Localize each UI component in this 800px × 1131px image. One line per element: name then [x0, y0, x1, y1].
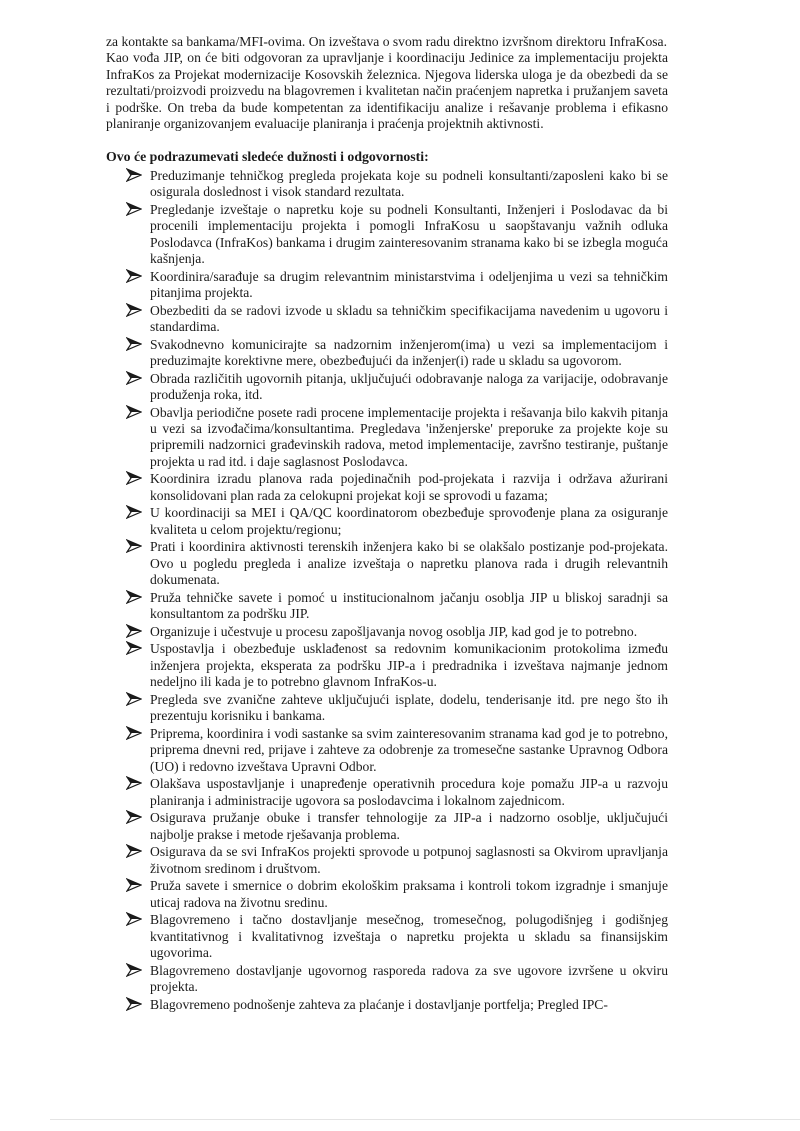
- arrowhead-bullet-icon: [126, 202, 144, 218]
- duty-item: [106, 337, 668, 370]
- duties-list: [106, 168, 668, 1013]
- arrowhead-bullet-icon: [126, 641, 144, 657]
- duty-text: Blagovremeno dostavljanje ugovornog rasporeda radova za sve ugovore izvršene u okviru projekta.: [150, 962, 668, 995]
- arrowhead-bullet-icon: [126, 303, 144, 319]
- duty-item: [106, 371, 668, 404]
- duty-text: Obavlja periodične posete radi procene implementacije projekta i rešavanja bilo kakvih pitanja u vezi sa izvođačima/konsultantima. Pregledava 'inženjerske' preporuke za projekte koje su pripremili nadzornici građevinskih radova, metod implementacije, završno testiranje, puštanje projekta u rad itd. i daje saglasnost Poslodavca.: [150, 404, 668, 469]
- duty-item: [106, 692, 668, 725]
- duties-heading: Ovo će podrazumevati sledeće dužnosti i odgovornosti:: [106, 149, 429, 165]
- arrowhead-bullet-icon: [126, 776, 144, 792]
- duty-text: Obrada različitih ugovornih pitanja, uključujući odobravanje naloga za varijacije, odobravanje produženja roka, itd.: [150, 370, 668, 403]
- arrowhead-bullet-icon: [126, 269, 144, 285]
- duty-text: Svakodnevno komunicirajte sa nadzornim inženjerom(ima) u vezi sa implementacijom i preduzimajte korektivne mere, obezbeđujući da inženjer(i) rade u skladu sa ugovorom.: [150, 336, 668, 369]
- duty-item: [106, 168, 668, 201]
- arrowhead-bullet-icon: [126, 371, 144, 387]
- duty-text: Koordinira/sarađuje sa drugim relevantnim ministarstvima i odeljenjima u vezi sa tehničkim pitanjima projekta.: [150, 268, 668, 301]
- arrowhead-bullet-icon: [126, 471, 144, 487]
- duty-text: Prati i koordinira aktivnosti terenskih inženjera kako bi se olakšalo postizanje pod-projekata. Ovo u pogledu pregleda i analize izveštaja o napretku planova rada i drugih relevantnih dokumenata.: [150, 539, 668, 588]
- duty-text: Pregleda sve zvanične zahteve uključujući isplate, dodelu, tenderisanje itd. pre nego što ih prezentuju korisniku i bankama.: [150, 691, 668, 724]
- arrowhead-bullet-icon: [126, 505, 144, 521]
- duty-item: [106, 624, 668, 640]
- intro-paragraph-2: Kao vođa JIP, on će biti odgovoran za upravljanje i koordinaciju Jedinice za implementaciju projekta InfraKos za Projekat modernizacije Kosovskih železnica. Njegova liderska uloga je da obezbedi da se rezultati/proizvodi proizvedu na blagovremen i kvalitetan način praćenjem napretka i pružanjem saveta i podrške. On treba da bude kompetentan za identifikaciju analize i rešavanje problema i efikasno planiranje organizovanjem evaluacije planiranja i praćenja projektnih aktivnosti.: [106, 50, 668, 132]
- arrowhead-bullet-icon: [126, 624, 144, 640]
- arrowhead-bullet-icon: [126, 405, 144, 421]
- duty-item: [106, 303, 668, 336]
- arrowhead-bullet-icon: [126, 726, 144, 742]
- duty-item: [106, 590, 668, 623]
- duty-item: [106, 776, 668, 809]
- duty-item: [106, 505, 668, 538]
- duty-text: Blagovremeno i tačno dostavljanje mesečnog, tromesečnog, polugodišnjeg i godišnjeg kvantitativnog i kvalitativnog izveštaja o napretku projekta u skladu sa finansijskim ugovorima.: [150, 912, 668, 961]
- duty-text: Osigurava da se svi InfraKos projekti sprovode u potpunoj saglasnosti sa Okvirom upravljanja životnom sredinom i društvom.: [150, 844, 668, 876]
- scan-edge-line: [50, 1119, 800, 1120]
- arrowhead-bullet-icon: [126, 590, 144, 606]
- duty-item: [106, 269, 668, 302]
- duty-item: [106, 202, 668, 268]
- arrowhead-bullet-icon: [126, 997, 144, 1013]
- duty-text: U koordinaciji sa MEI i QA/QC koordinatorom obezbeđuje sprovođenje plana za osiguranje kvaliteta u celom projektu/regionu;: [150, 505, 668, 537]
- duty-item: [106, 539, 668, 588]
- arrowhead-bullet-icon: [126, 844, 144, 860]
- duty-text: Uspostavlja i obezbeđuje usklađenost sa redovnim komunikacionim protokolima između inženjera projekta, eksperata za podršku JIP-a i predradnika i izveštava najmanje jednom nedeljno ili kada je to potrebno glavnom InfraKos-u.: [150, 641, 668, 690]
- arrowhead-bullet-icon: [126, 878, 144, 894]
- duty-text: Obezbediti da se radovi izvode u skladu sa tehničkim specifikacijama navedenim u ugovoru i standardima.: [150, 302, 668, 335]
- duty-item: [106, 878, 668, 911]
- arrowhead-bullet-icon: [126, 337, 144, 353]
- duty-text: Organizuje i učestvuje u procesu zapošljavanja novog osoblja JIP, kad god je to potrebno.: [150, 623, 638, 639]
- duty-item: [106, 997, 668, 1013]
- arrowhead-bullet-icon: [126, 168, 144, 184]
- duty-item: [106, 912, 668, 961]
- arrowhead-bullet-icon: [126, 912, 144, 928]
- duty-text: Preduzimanje tehničkog pregleda projekata koje su podneli konsultanti/zaposleni kako bi se osigurala doslednost i visok standard rezultata.: [150, 167, 668, 200]
- duty-item: [106, 963, 668, 996]
- arrowhead-bullet-icon: [126, 810, 144, 826]
- duty-text: Olakšava uspostavljanje i unapređenje operativnih procedura koje pomažu JIP-a u razvoju planiranja i administracije ugovora sa poslodavcima i lokalnom zajednicom.: [150, 776, 668, 808]
- duty-text: Pregledanje izveštaje o napretku koje su podneli Konsultanti, Inženjeri i Poslodavac da bi procenili implementaciju projekta i pomogli InfraKosu u saopštavanju važnih odluka Poslodavca (InfraKos) bankama i drugim zainteresovanim stranama kako bi se izbegla moguća kašnjenja.: [150, 201, 668, 267]
- arrowhead-bullet-icon: [126, 963, 144, 979]
- duty-item: [106, 810, 668, 843]
- duty-item: [106, 844, 668, 877]
- duty-item: [106, 726, 668, 775]
- duty-text: Pruža savete i smernice o dobrim ekološkim praksama i kontroli tokom izgradnje i smanjuje uticaj radova na životnu sredinu.: [150, 878, 668, 910]
- duty-item: [106, 471, 668, 504]
- arrowhead-bullet-icon: [126, 539, 144, 555]
- duty-text: Pruža tehničke savete i pomoć u institucionalnom jačanju osoblja JIP u bliskoj saradnji sa konsultantom za podršku JIP.: [150, 589, 668, 622]
- duty-item: [106, 641, 668, 690]
- duty-text: Priprema, koordinira i vodi sastanke sa svim zainteresovanim stranama kad god je to potrebno, priprema dnevni red, prijave i zahteve za odobrenje za tromesečne sastanke Upravnog Odbora (UO) i redovno izveštava Upravni Odbor.: [150, 725, 668, 774]
- duty-text: Koordinira izradu planova rada pojedinačnih pod-projekata i razvija i održava ažurirani konsolidovani plan rada za celokupni projekat koji se sprovodi u fazama;: [150, 471, 668, 503]
- duty-item: [106, 405, 668, 471]
- arrowhead-bullet-icon: [126, 692, 144, 708]
- duty-text: Blagovremeno podnošenje zahteva za plaćanje i dostavljanje portfelja; Pregled IPC-: [150, 996, 608, 1012]
- intro-paragraph-1: za kontakte sa bankama/MFI-ovima. On izveštava o svom radu direktno izvršnom direktoru InfraKosa.: [106, 34, 667, 49]
- duty-text: Osigurava pružanje obuke i transfer tehnologije za JIP-a i nadzorno osoblje, uključujući najbolje prakse i metode rješavanja problema.: [150, 810, 668, 842]
